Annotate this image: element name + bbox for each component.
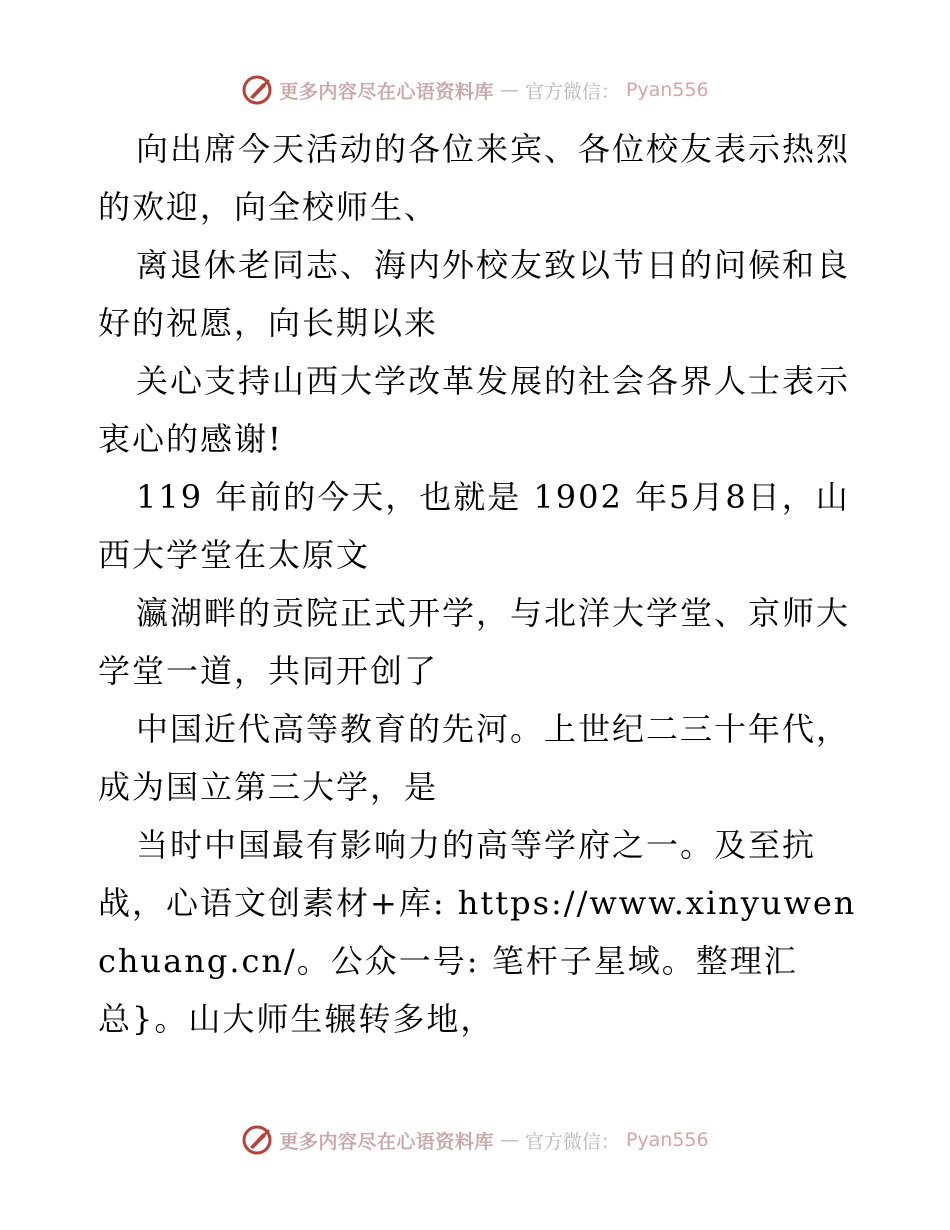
header-separator: — [499, 79, 519, 101]
document-body [98, 120, 858, 1048]
footer-wechat-id: Pyan556 [625, 1129, 709, 1151]
footer-banner [0, 1120, 950, 1160]
paragraph: 瀛湖畔的贡院正式开学，与北洋大学堂、京师大学堂一道，共同开创了 [98, 594, 851, 690]
header-brand: 更多内容尽在心语资料库 [279, 80, 494, 103]
header-wechat-label: 官方微信： [524, 80, 620, 103]
quill-seal-logo-icon [241, 1124, 273, 1156]
paragraph: 中国近代高等教育的先河。上世纪二三十年代，成为国立第三大学，是 [98, 710, 851, 806]
paragraph: 向出席今天活动的各位来宾、各位校友表示热烈的欢迎，向全校师生、 [98, 130, 851, 226]
paragraph: 关心支持山西大学改革发展的社会各界人士表示衷心的感谢! [98, 362, 851, 458]
paragraph: 当时中国最有影响力的高等学府之一。及至抗战，心语文创素材+库: https://www.xinyuwenchuang.cn/。公众一号: 笔杆子星域。整理汇总}。山大师生辗转多地， [98, 826, 857, 1038]
paragraph: 离退休老同志、海内外校友致以节日的问候和良好的祝愿，向长期以来 [98, 246, 851, 342]
quill-seal-logo-icon [241, 74, 273, 106]
footer-separator: — [499, 1129, 519, 1151]
paragraph: 119 年前的今天，也就是 1902 年5月8日，山西大学堂在太原文 [98, 478, 850, 574]
header-wechat-id: Pyan556 [625, 79, 709, 101]
footer-brand: 更多内容尽在心语资料库 [279, 1130, 494, 1153]
footer-wechat-label: 官方微信： [524, 1130, 620, 1153]
header-banner [0, 70, 950, 110]
